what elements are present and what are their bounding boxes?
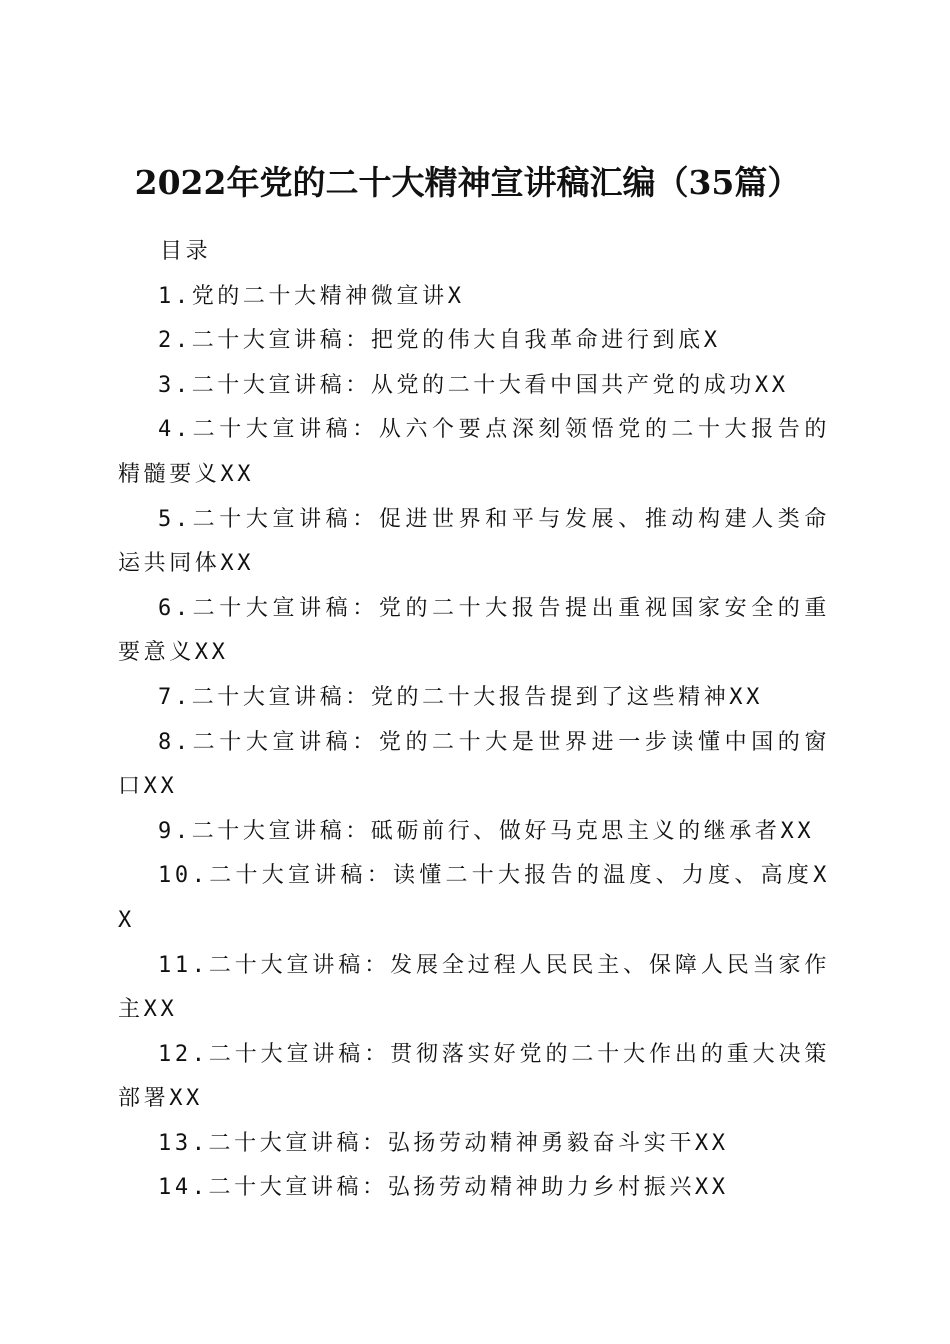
toc-item: 5.二十大宣讲稿：促进世界和平与发展、推动构建人类命运共同体XX: [118, 506, 830, 577]
toc-item: 11.二十大宣讲稿：发展全过程人民民主、保障人民当家作主XX: [118, 952, 830, 1023]
toc-item: 14.二十大宣讲稿：弘扬劳动精神助力乡村振兴XX: [158, 1175, 729, 1201]
toc-heading: 目录: [160, 239, 212, 264]
toc-item: 10.二十大宣讲稿：读懂二十大报告的温度、力度、高度XX: [118, 863, 830, 933]
toc-item: 3.二十大宣讲稿：从党的二十大看中国共产党的成功XX: [158, 372, 789, 398]
toc-item: 7.二十大宣讲稿：党的二十大报告提到了这些精神XX: [158, 684, 763, 710]
toc-item: 4.二十大宣讲稿：从六个要点深刻领悟党的二十大报告的精髓要义XX: [118, 417, 830, 487]
toc-list: [118, 275, 830, 1211]
toc-item: 8.二十大宣讲稿：党的二十大是世界进一步读懂中国的窗口XX: [118, 729, 830, 800]
toc-item: 13.二十大宣讲稿：弘扬劳动精神勇毅奋斗实干XX: [158, 1130, 729, 1156]
table-of-contents: [118, 230, 830, 1211]
toc-item: 1.党的二十大精神微宣讲X: [158, 283, 465, 309]
toc-item: 6.二十大宣讲稿：党的二十大报告提出重视国家安全的重要意义XX: [118, 595, 830, 666]
toc-item: 9.二十大宣讲稿：砥砺前行、做好马克思主义的继承者XX: [158, 818, 815, 844]
toc-item: 2.二十大宣讲稿：把党的伟大自我革命进行到底X: [158, 328, 721, 354]
toc-item: 12.二十大宣讲稿：贯彻落实好党的二十大作出的重大决策部署XX: [118, 1041, 830, 1112]
document-title: 2022年党的二十大精神宣讲稿汇编（35篇）: [134, 163, 801, 203]
